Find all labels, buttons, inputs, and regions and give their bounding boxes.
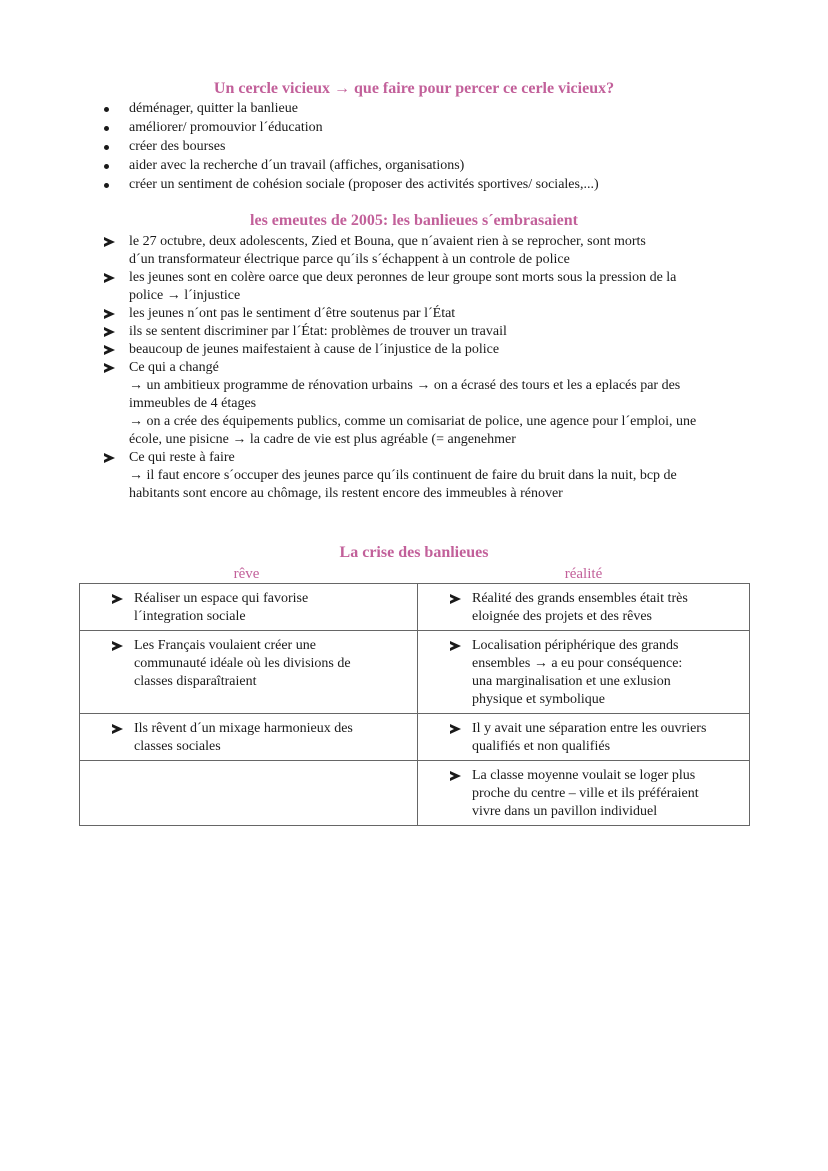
arrow-bullet-icon	[104, 309, 115, 319]
realite-cell	[418, 714, 750, 761]
list-item-line: d´un transformateur électrique parce qu´ils s´échappent à un controle de police	[129, 252, 570, 267]
cell-line: vivre dans un pavillon individuel	[472, 804, 658, 819]
list-item-line: Ce qui a changé	[129, 360, 219, 375]
list-item-line: ils se sentent discriminer par l´État: problèmes de trouver un travail	[129, 324, 507, 339]
arrow-bullet-icon	[450, 594, 461, 604]
list-item	[104, 449, 754, 503]
section-title-crise-banlieues: La crise des banlieues	[339, 544, 489, 561]
list-item-line: beaucoup de jeunes maifestaient à cause de l´injustice de la police	[129, 342, 500, 357]
cell-line: qualifiés et non qualifiés	[472, 739, 611, 754]
list-item: déménager, quitter la banlieue	[104, 100, 764, 119]
list-item-line: les jeunes n´ont pas le sentiment d´être soutenus par l´État	[129, 306, 456, 321]
reve-cell	[80, 584, 418, 631]
cell-line: classes sociales	[134, 739, 221, 754]
realite-cell	[418, 631, 750, 714]
cell-line: physique et symbolique	[472, 692, 605, 707]
cell-line: ensembles → a eu pour conséquence:	[472, 656, 683, 671]
arrow-bullet-icon	[112, 594, 123, 604]
cell-line: La classe moyenne voulait se loger plus	[472, 768, 696, 783]
comparison-table	[79, 583, 750, 826]
arrow-bullet-icon	[112, 724, 123, 734]
reve-cell	[80, 631, 418, 714]
arrow-bullet-icon	[112, 641, 123, 651]
list-item-line: → on a crée des équipements publics, comme un comisariat de police, une agence pour l´emploi, une	[129, 414, 697, 429]
column-header-realite: réalité	[564, 566, 603, 582]
table-row	[80, 714, 750, 761]
reve-cell	[80, 714, 418, 761]
list-item: créer un sentiment de cohésion sociale (proposer des activités sportives/ sociales,...)	[104, 176, 764, 195]
cell-line: proche du centre – ville et ils préféraient	[472, 786, 699, 801]
list-item-line: police → l´injustice	[129, 288, 241, 303]
list-item-line: école, une pisicne → la cadre de vie est plus agréable (= angenehmer	[129, 432, 516, 447]
cell-line: communauté idéale où les divisions de	[134, 656, 351, 671]
arrow-bullet-icon	[104, 273, 115, 283]
list-item-line: → un ambitieux programme de rénovation urbains → on a écrasé des tours et les a eplacés par des	[129, 378, 681, 393]
arrow-bullet-icon	[450, 641, 461, 651]
cell-line: Il y avait une séparation entre les ouvriers	[472, 721, 707, 736]
cell-line: Ils rêvent d´un mixage harmonieux des	[134, 721, 353, 736]
list-item	[104, 359, 754, 449]
list-item-line: les jeunes sont en colère oarce que deux peronnes de leur groupe sont morts sous la pression de la	[129, 270, 677, 285]
arrow-bullet-icon	[104, 237, 115, 247]
cell-line: l´integration sociale	[134, 609, 246, 624]
riots-list	[104, 233, 754, 503]
arrow-bullet-icon	[450, 771, 461, 781]
list-item	[104, 305, 754, 323]
arrow-bullet-icon	[104, 363, 115, 373]
solutions-list	[104, 100, 764, 195]
cell-line: Les Français voulaient créer une	[134, 638, 316, 653]
cell-line: Réaliser un espace qui favorise	[134, 591, 309, 606]
arrow-bullet-icon	[104, 453, 115, 463]
table-row	[80, 584, 750, 631]
list-item	[104, 323, 754, 341]
list-item: améliorer/ promouvior l´éducation	[104, 119, 764, 138]
list-item	[104, 341, 754, 359]
list-item-line: → il faut encore s´occuper des jeunes parce qu´ils continuent de faire du bruit dans la nuit, bcp de	[129, 468, 677, 483]
list-item	[104, 233, 754, 269]
list-item-line: habitants sont encore au chômage, ils restent encore des immeubles à rénover	[129, 486, 563, 501]
cell-line: una marginalisation et une exlusion	[472, 674, 671, 689]
column-header-reve: rêve	[233, 566, 260, 582]
arrow-bullet-icon	[104, 327, 115, 337]
list-item-line: le 27 octubre, deux adolescents, Zied et Bouna, que n´avaient rien à se reprocher, sont morts	[129, 234, 646, 249]
list-item-line: immeubles de 4 étages	[129, 396, 257, 411]
comparison-table-body	[80, 584, 750, 826]
cell-line: Réalité des grands ensembles était très	[472, 591, 688, 606]
table-row	[80, 761, 750, 826]
realite-cell	[418, 761, 750, 826]
cell-line: classes disparaîtraient	[134, 674, 257, 689]
list-item-line: Ce qui reste à faire	[129, 450, 235, 465]
list-item: créer des bourses	[104, 138, 764, 157]
cell-line: eloignée des projets et des rêves	[472, 609, 652, 624]
realite-cell	[418, 584, 750, 631]
reve-cell	[80, 761, 418, 826]
section-title-cercle-vicieux: Un cercle vicieux → que faire pour percer ce cerle vicieux?	[213, 80, 615, 97]
list-item	[104, 269, 754, 305]
section-title-emeutes-2005: les emeutes de 2005: les banlieues s´embrasaient	[250, 212, 578, 229]
arrow-bullet-icon	[450, 724, 461, 734]
arrow-bullet-icon	[104, 345, 115, 355]
table-row	[80, 631, 750, 714]
cell-line: Localisation périphérique des grands	[472, 638, 679, 653]
list-item: aider avec la recherche d´un travail (affiches, organisations)	[104, 157, 764, 176]
